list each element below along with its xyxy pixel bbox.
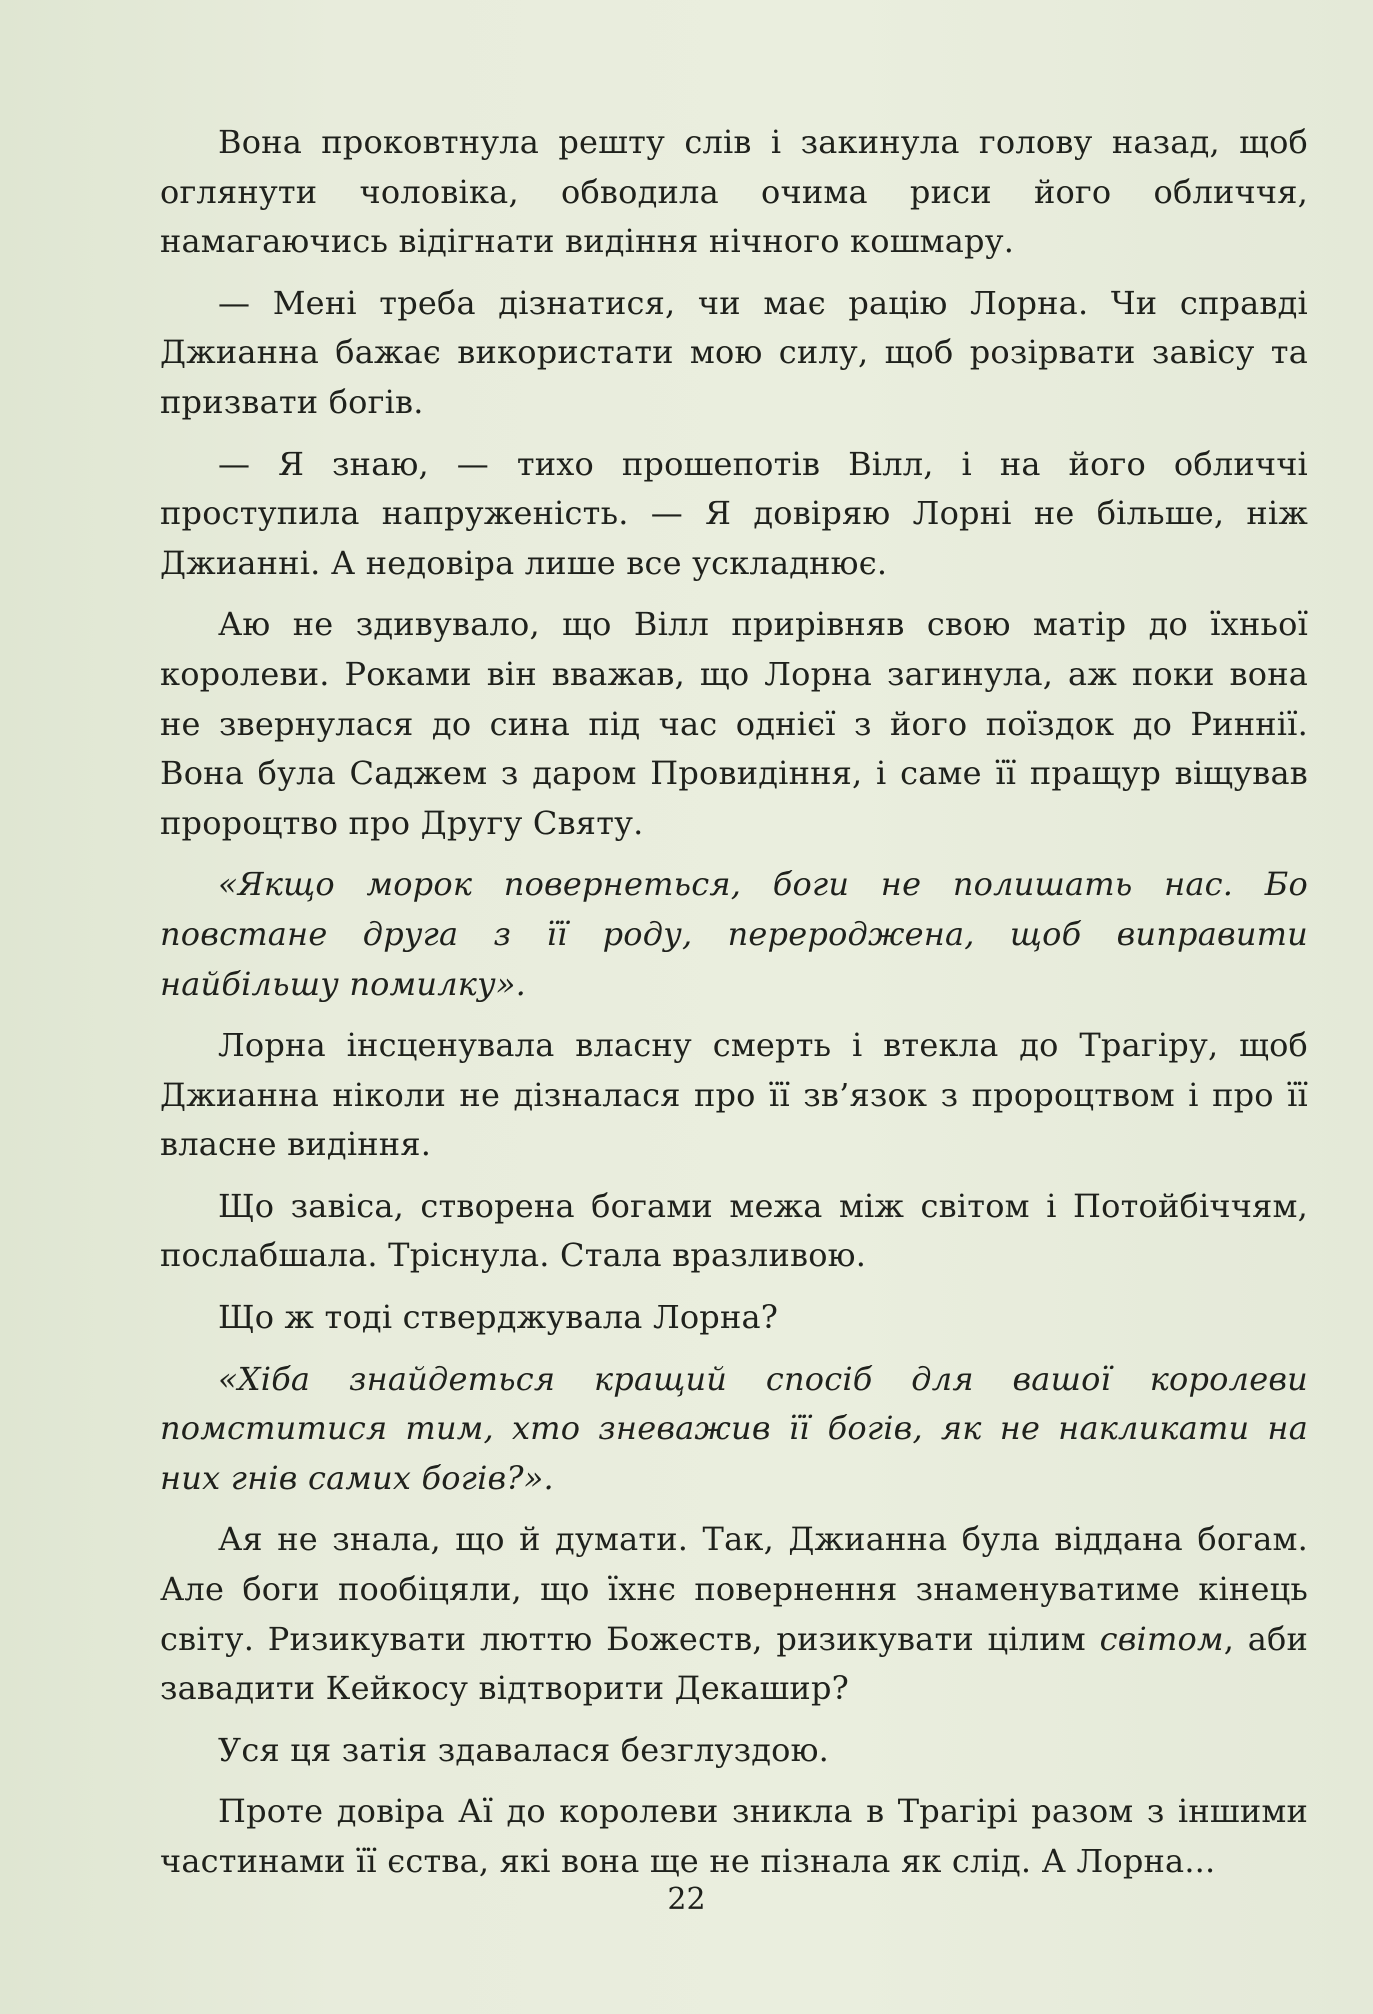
paragraph-12: Проте довіра Аї до королеви зникла в Трагірі разом з іншими частинами її єства, які вона ще не пізнала як слід. А Лорна... (160, 1792, 1308, 1880)
page-number: 22 (667, 1882, 706, 1917)
paragraph-10-tail: , аби завадити Кейкосу відтворити Декашир? (160, 1619, 1309, 1708)
paragraph-6: Лорна інсценувала власну смерть і втекла до Трагіру, щоб Джианна ніколи не дізналася про її зв’язок з пророцтвом і про її власне видіння. (160, 1026, 1308, 1164)
paragraph-3: — Я знаю, — тихо прошепотів Вілл, і на його обличчі проступила напруженість. — Я довіряю Лорні не більше, ніж Джианні. А недовіра лише все ускладнює. (160, 444, 1308, 582)
paragraph-2: — Мені треба дізнатися, чи має рацію Лорна. Чи справді Джианна бажає використати мою силу, щоб розірвати завісу та призвати богів. (160, 283, 1308, 421)
paragraph-10 (160, 1515, 1308, 1713)
paragraph-7: Що завіса, створена богами межа між світом і Потойбіччям, послабшала. Тріснула. Стала вразливою. (160, 1186, 1308, 1275)
paragraph-10-start: Ая не знала, що й думати. Так, Джианна була віддана богам. Але боги пообіцяли, що їхнє повернення знаменуватиме кінець світу. Ризикувати люттю Божеств, ризикувати цілим (160, 1520, 1308, 1658)
body-text (160, 118, 1308, 1899)
paragraph-5-quote: «Якщо морок повернеться, боги не полишать нас. Бо повстане друга з її роду, перероджена, щоб виправити найбільшу помилку». (160, 865, 1308, 1003)
paragraph-8: Що ж тоді стверджувала Лорна? (218, 1298, 779, 1337)
paragraph-11: Уся ця затія здавалася безглуздою. (218, 1730, 830, 1769)
paragraph-10-emphasis: світом (1099, 1619, 1224, 1658)
paragraph-9-quote: «Хіба знайдеться кращий спосіб для вашої королеви помститися тим, хто зневажив її богів, як не накликати на них гнів самих богів?». (160, 1359, 1308, 1497)
paragraph-4: Аю не здивувало, що Вілл прирівняв свою матір до їхньої королеви. Роками він вважав, що Лорна загинула, аж поки вона не звернулася до сина під час однієї з його поїздок до Риннії. Вона була Саджем з даром Провидіння, і саме її пращур віщував пророцтво про Другу Святу. (160, 605, 1308, 842)
paragraph-1: Вона проковтнула решту слів і закинула голову назад, щоб оглянути чоловіка, обводила очима риси його обличчя, намагаючись відігнати видіння нічного кошмару. (160, 123, 1308, 261)
